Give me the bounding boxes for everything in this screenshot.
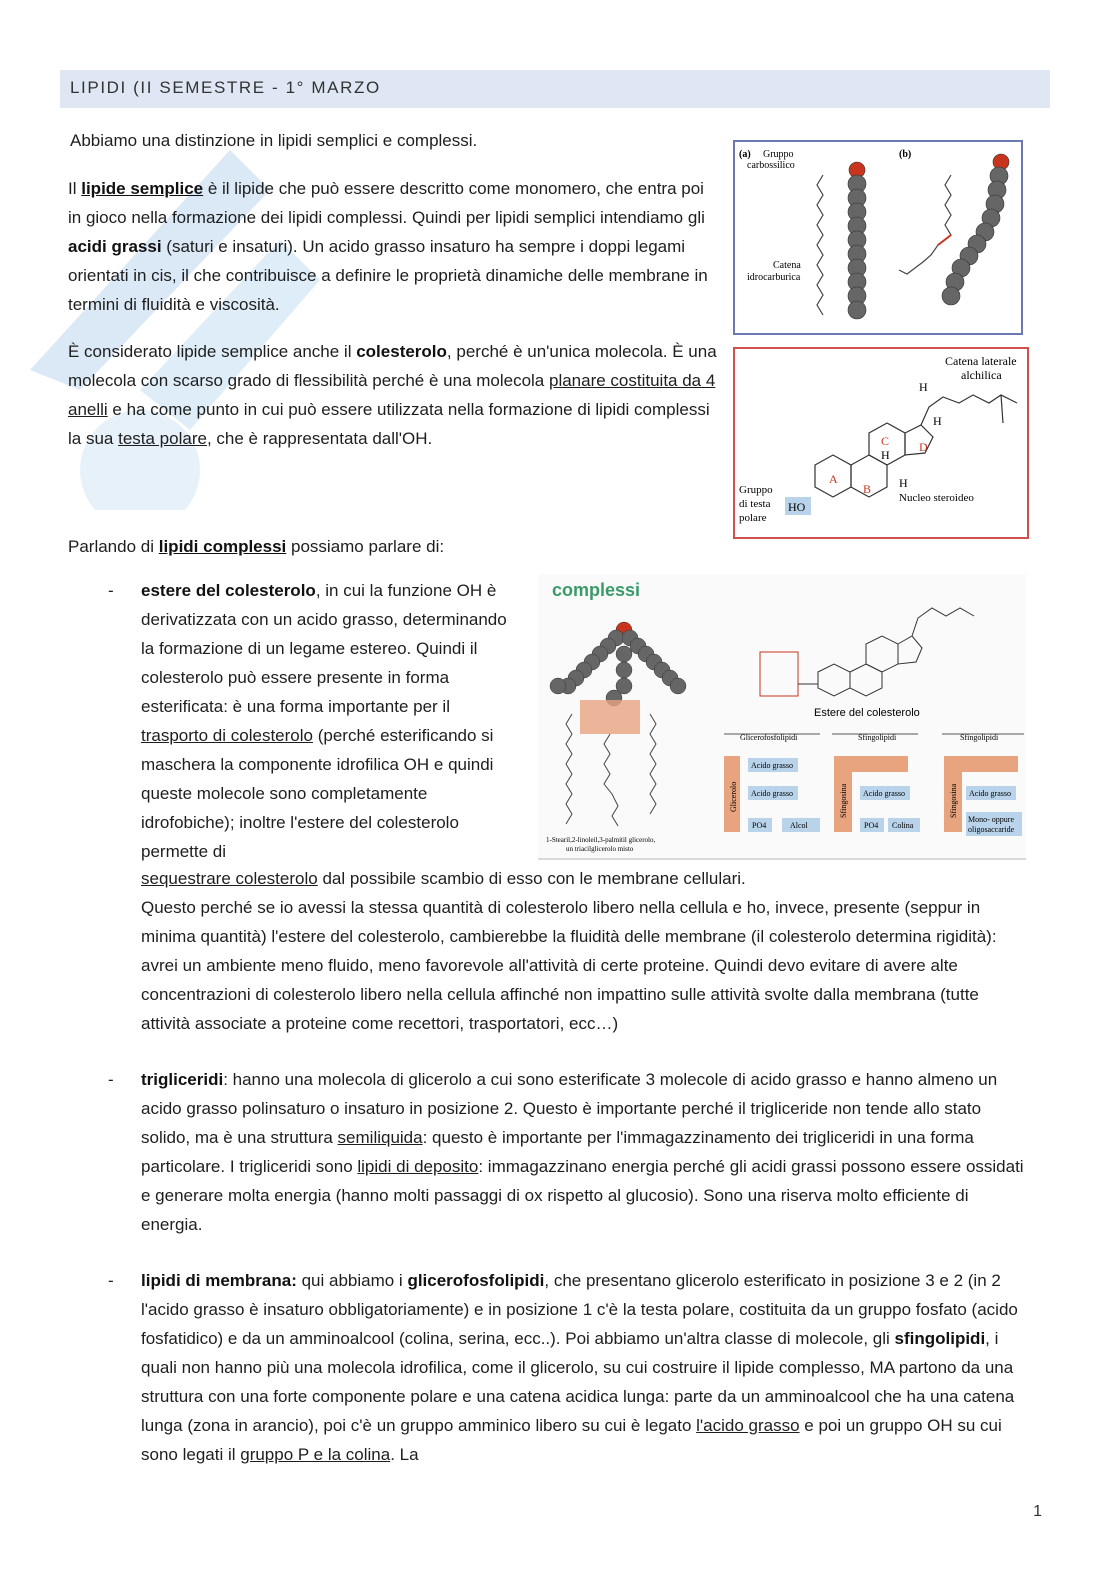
underline-lipidi-deposito: lipidi di deposito: [357, 1157, 479, 1176]
underline-testa-polare: testa polare: [118, 429, 207, 448]
space-filling-saturated: [848, 162, 866, 319]
text: , perché è un'unica molecola. È una molecola con scarso grado di flessibilità perché è una molecola: [68, 342, 717, 390]
term-trigliceridi: trigliceridi: [141, 1070, 224, 1089]
label-ho: HO: [788, 500, 806, 514]
glicerolo-label: Glicerolo: [729, 781, 738, 812]
text: , che è rappresentata dall'OH.: [206, 429, 433, 448]
bullet-dash: -: [108, 1271, 114, 1290]
ring-d-label: D: [919, 440, 928, 454]
text: Questo perché se io avessi la stessa quantità di colesterolo libero nella cellula e ho, invece, presente (seppur in minima quantità) l'estere del colesterolo, cambierebbe la fluidità delle membrane (il colesterolo determina rigidità): avrei un ambiente meno fluido, meno favorevole all'attività di certe proteine. Quindi devo evitare di avere alte concentrazioni di colesterolo libero nella cellula affinché non impattino sulle attività svolte dalla membrana (tutte attività associate a proteine come recettori, trasportatori, ecc…): [141, 898, 997, 1033]
term-lipide-semplice: lipide semplice: [81, 179, 204, 198]
col-sfingolipidi-2: Sfingolipidi: [960, 733, 999, 742]
col-sfingolipidi-1: Sfingolipidi: [858, 733, 897, 742]
bullet-trigliceridi: [141, 1065, 1031, 1239]
text: È considerato lipide semplice anche il: [68, 342, 357, 361]
text: qui abbiamo i: [296, 1271, 408, 1290]
paragraph-lipide-semplice: [68, 174, 718, 319]
po4-label: PO4: [752, 821, 767, 830]
section-header: [60, 70, 1050, 108]
label-nucleo: Nucleo steroideo: [899, 492, 974, 504]
bullet-estere-wide: [141, 864, 1031, 1038]
label-gruppo: Gruppo: [763, 149, 794, 160]
ring-c-label: C: [881, 434, 890, 448]
label-alchilica: alchilica: [961, 368, 1002, 382]
text: : questo è importante per l'immagazzinamento dei trigliceridi in una forma particolare. I trigliceridi sono: [141, 1128, 974, 1176]
text: possiamo parlare di:: [286, 537, 445, 556]
paragraph-colesterolo: [68, 337, 718, 453]
mono-label: Mono- oppure: [968, 815, 1014, 824]
h-label: H: [899, 476, 908, 490]
alcol-label: Alcol: [790, 821, 808, 830]
label-gruppo: Gruppo: [739, 484, 773, 496]
term-sfingolipidi: sfingolipidi: [894, 1329, 986, 1348]
underline-trasporto: trasporto di colesterolo: [141, 726, 313, 745]
h-label: H: [933, 414, 942, 428]
acido-grasso-label: Acido grasso: [751, 789, 793, 798]
figure-complessi: [538, 574, 1026, 860]
text: (saturi e insaturi). Un acido grasso insaturo ha sempre i doppi legami orientati in cis, il che contribuisce a definire le proprietà dinamiche delle membrane in termini di fluidità e viscosità.: [68, 237, 708, 314]
sfingosina-label: Sfingosina: [949, 783, 958, 818]
text: , i quali non hanno più una molecola idrofilica, come il glicerolo, su cui costruire il lipide complesso, MA partono da una struttura con una forte componente polare e una catena acidica lunga: parte da un amminoalcool che ha una catena lunga (zona in arancio), poi c'è un gruppo amminico libero su cui è legato: [141, 1329, 1015, 1435]
term-acidi-grassi: acidi grassi: [68, 237, 162, 256]
estere-label: Estere del colesterolo: [814, 707, 920, 719]
label-carbossilico: carbossilico: [747, 160, 795, 171]
label-catena: Catena: [773, 260, 801, 271]
acido-grasso-label: Acido grasso: [969, 789, 1011, 798]
po4-label: PO4: [864, 821, 879, 830]
acido-grasso-label: Acido grasso: [863, 789, 905, 798]
bullet-membrana: [141, 1266, 1031, 1469]
label-a: (a): [739, 149, 751, 160]
text: e ha come punto in cui può essere utilizzata nella formazione di lipidi complessi la sua: [68, 400, 710, 448]
col-glicerofosfolipidi: Glicerofosfolipidi: [740, 733, 798, 742]
acido-grasso-label: Acido grasso: [751, 761, 793, 770]
sfingosina-label: Sfingosina: [839, 783, 848, 818]
text: è il lipide che può essere descritto come monomero, che entra poi in gioco nella formazione dei lipidi complessi. Quindi per lipidi semplici intendiamo gli: [68, 179, 705, 227]
text: . La: [390, 1445, 419, 1464]
text: e poi un gruppo OH su cui sono legati il: [141, 1416, 1002, 1464]
bullet-dash: -: [108, 1070, 114, 1089]
term-lipidi-complessi: lipidi complessi: [158, 537, 287, 556]
underline-gruppo-p: gruppo P e la colina: [240, 1445, 391, 1464]
complessi-title: complessi: [552, 580, 641, 600]
paragraph-complessi-intro: [68, 532, 444, 561]
text: , che presentano glicerolo esterificato in posizione 3 e 2 (in 2 l'acido grasso è insaturo obbligatoriamente) e in posizione 1 c'è la testa polare, costituita da un gruppo fosfato (acido fosfatidico) e da un amminoalcool (colina, serina, ecc..). Poi abbiamo un'altra classe di molecole, gli: [141, 1271, 1018, 1348]
term-glicerofosfolipidi: glicerofosfolipidi: [407, 1271, 545, 1290]
colina-label: Colina: [892, 821, 914, 830]
text: : hanno una molecola di glicerolo a cui sono esterificate 3 molecole di acido grasso e hanno almeno un acido grasso polinsaturo o insaturo in posizione 2. Questo è importante perché il trigliceride non tende allo stato solido, ma è una struttura: [141, 1070, 998, 1147]
ring-b-label: B: [863, 482, 872, 496]
label-idrocarburica: idrocarburica: [747, 272, 801, 283]
text: Il: [68, 179, 82, 198]
figure-fatty-acids: [733, 140, 1023, 335]
bullet-dash: -: [108, 581, 114, 600]
caption-line-2: un triacilglicerolo misto: [566, 845, 634, 853]
label-polare: polare: [739, 512, 767, 524]
h-label: H: [919, 380, 928, 394]
ring-a-label: A: [829, 472, 838, 486]
label-b: (b): [899, 149, 912, 160]
term-colesterolo: colesterolo: [356, 342, 447, 361]
text: : immagazzinano energia perché gli acidi grassi possono essere ossidati e generare molta energia (hanno molti passaggi di ox rispetto al glucosio). Sono una riserva molto efficiente di energia.: [141, 1157, 1024, 1234]
text: (perché esterificando si maschera la componente idrofilica OH e quindi queste molecole sono completamente idrofobiche); inoltre l'estere del colesterolo permette di: [141, 726, 494, 861]
oligo-label: oligosaccaride: [968, 825, 1015, 834]
term-lipidi-membrana: lipidi di membrana:: [141, 1271, 297, 1290]
figure-cholesterol: [733, 347, 1029, 539]
intro-text: Abbiamo una distinzione in lipidi semplici e complessi.: [70, 131, 478, 150]
h-label: H: [881, 448, 890, 462]
underline-semiliquida: semiliquida: [337, 1128, 423, 1147]
text: Parlando di: [68, 537, 159, 556]
underline-sequestrare: sequestrare colesterolo: [141, 869, 318, 888]
page-number: 1: [1033, 1503, 1042, 1520]
section-title: LIPIDI (II SEMESTRE - 1° MARZO: [70, 78, 381, 97]
term-estere-colesterolo: estere del colesterolo: [141, 581, 316, 600]
caption-line-1: 1-Stearil,2-linoleil,3-palmitil glicerolo,: [546, 836, 656, 844]
bullet-estere-narrow: [141, 576, 516, 866]
label-di-testa: di testa: [739, 498, 771, 510]
underline-planare: planare costituita da 4 anelli: [68, 371, 716, 419]
text: , in cui la funzione OH è derivatizzata con un acido grasso, determinando la formazione di un legame estereo. Quindi il colesterolo può essere presente in forma esterificata: è una forma importante per il: [141, 581, 507, 716]
underline-acido-grasso: l'acido grasso: [696, 1416, 800, 1435]
label-catena-laterale: Catena laterale: [945, 354, 1017, 368]
text: dal possibile scambio di esso con le membrane cellulari.: [317, 869, 746, 888]
